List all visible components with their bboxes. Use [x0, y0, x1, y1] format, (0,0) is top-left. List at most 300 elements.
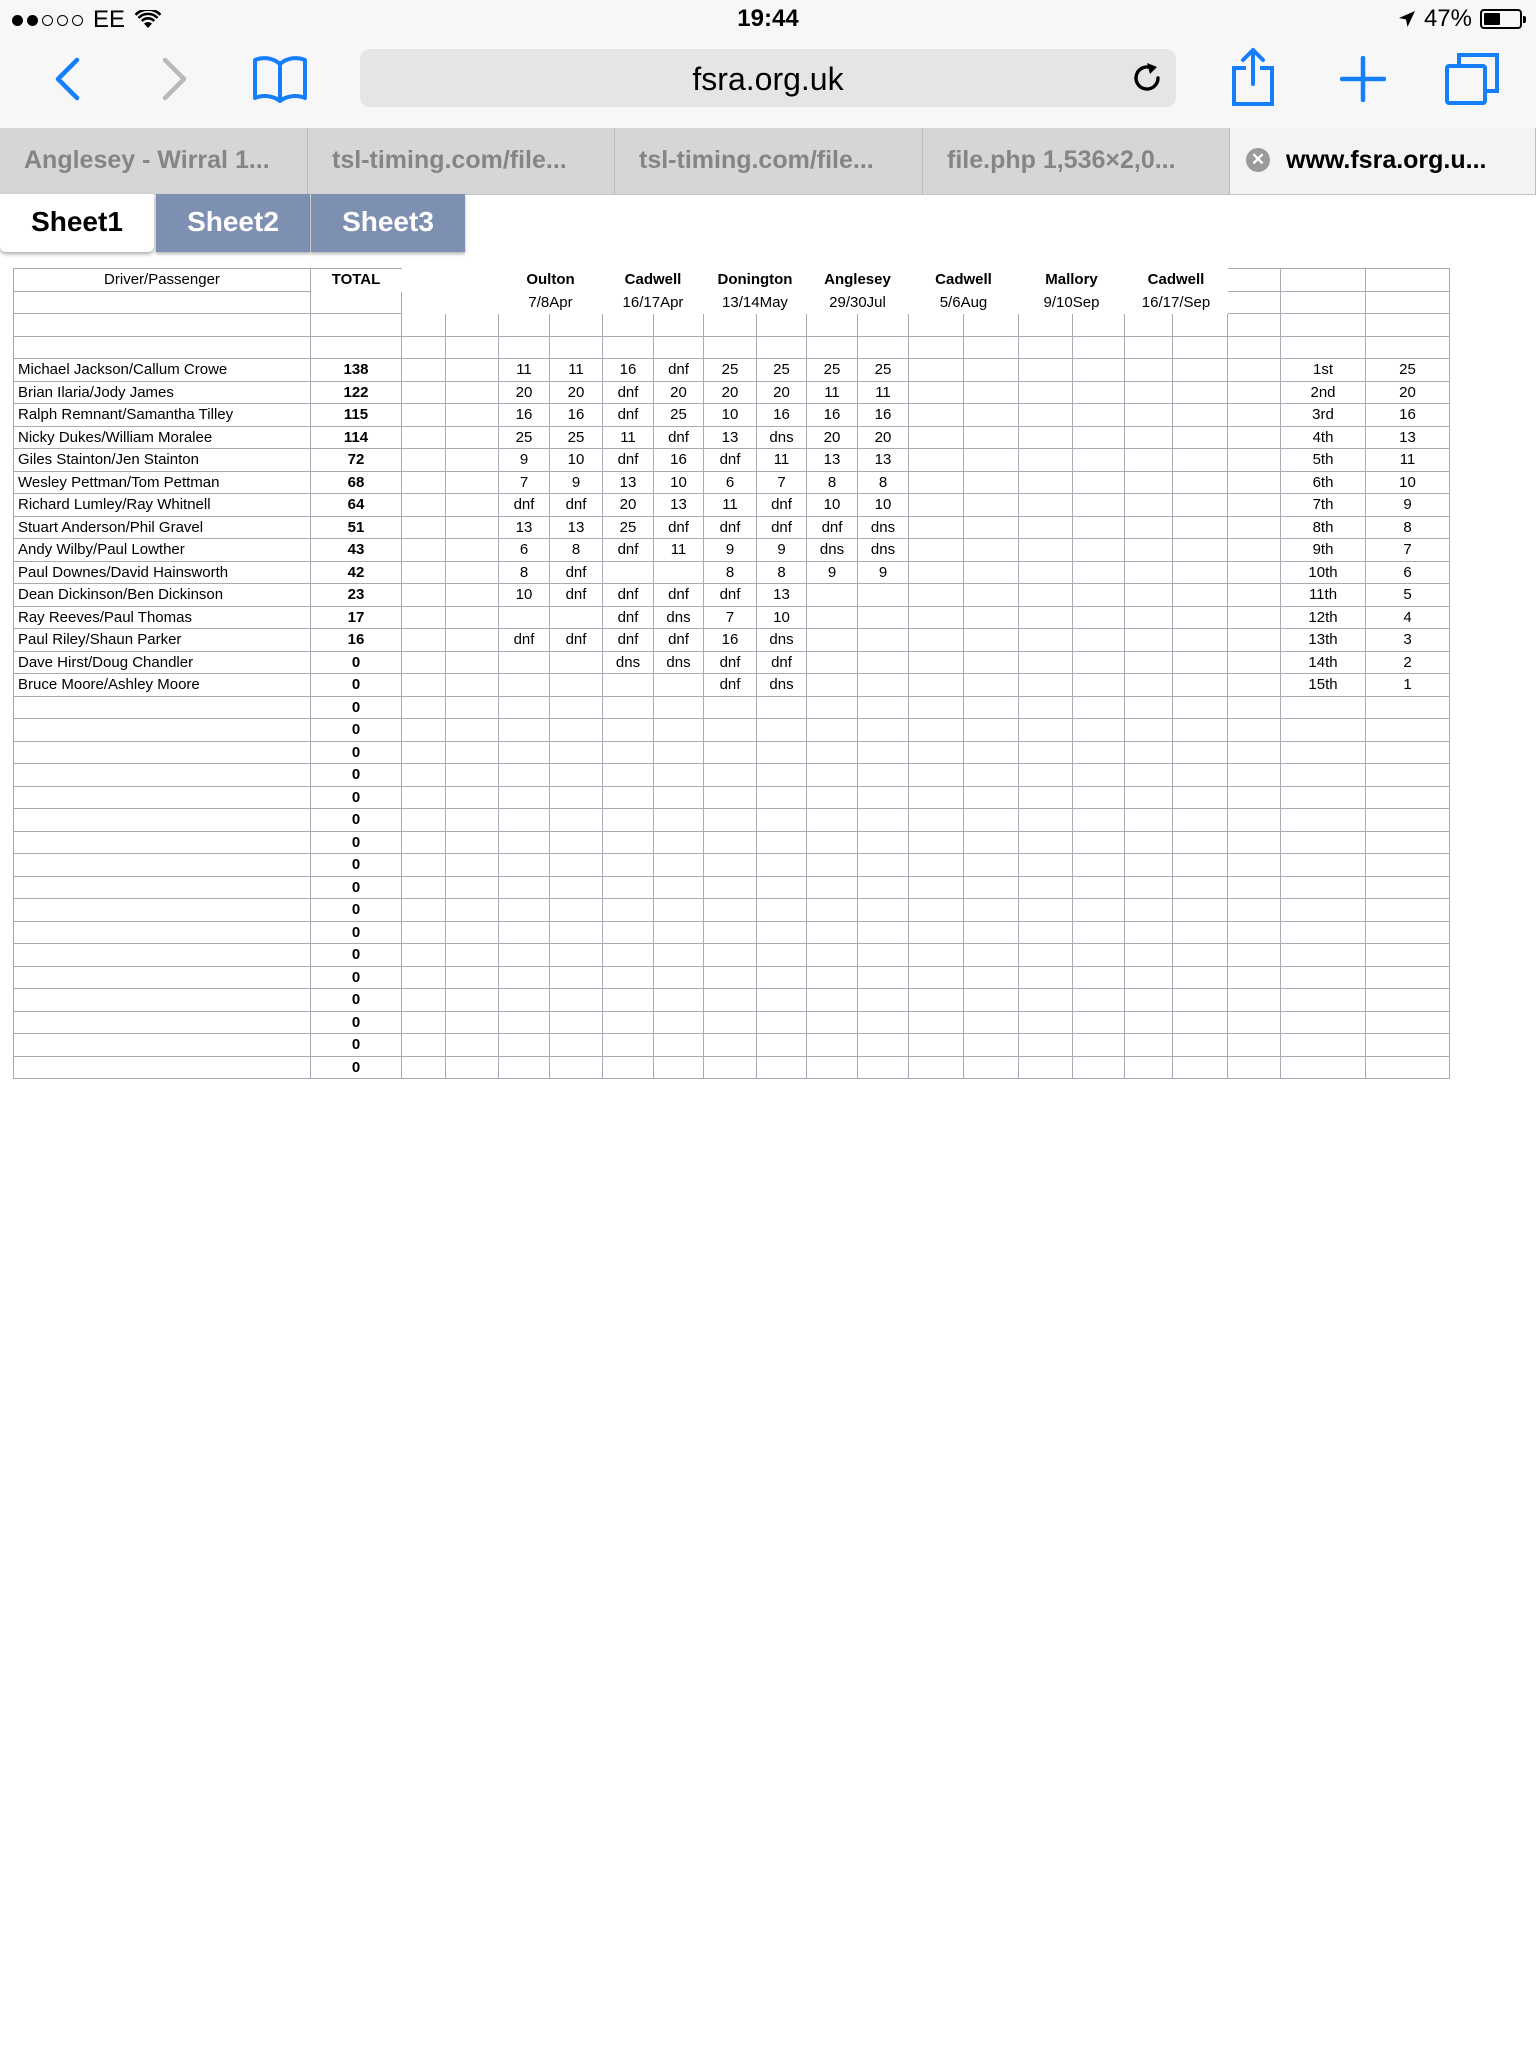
grid-cell[interactable] — [1073, 1056, 1125, 1079]
grid-cell[interactable] — [499, 944, 550, 967]
grid-cell[interactable] — [858, 314, 909, 337]
result-cell[interactable] — [964, 494, 1019, 517]
result-cell[interactable] — [1125, 629, 1173, 652]
grid-cell[interactable] — [402, 831, 446, 854]
grid-cell[interactable] — [1366, 764, 1450, 787]
position-cell[interactable]: 11th — [1281, 584, 1366, 607]
grid-cell[interactable] — [402, 314, 446, 337]
result-cell[interactable] — [1173, 539, 1228, 562]
grid-cell[interactable] — [1019, 944, 1073, 967]
grid-cell[interactable] — [858, 741, 909, 764]
result-cell[interactable] — [964, 471, 1019, 494]
grid-cell[interactable] — [1366, 696, 1450, 719]
result-cell[interactable] — [1125, 381, 1173, 404]
result-cell[interactable] — [1073, 516, 1125, 539]
result-cell[interactable]: dns — [858, 516, 909, 539]
grid-cell[interactable] — [909, 944, 964, 967]
result-cell[interactable] — [603, 561, 654, 584]
grid-cell[interactable] — [757, 1034, 807, 1057]
grid-cell[interactable] — [446, 291, 499, 314]
grid-cell[interactable] — [1228, 764, 1281, 787]
total-cell[interactable]: 42 — [311, 561, 402, 584]
grid-cell[interactable] — [1173, 786, 1228, 809]
grid-cell[interactable] — [603, 899, 654, 922]
grid-cell[interactable] — [654, 1034, 704, 1057]
result-cell[interactable]: 20 — [654, 381, 704, 404]
grid-cell[interactable] — [704, 944, 757, 967]
grid-cell[interactable] — [1019, 809, 1073, 832]
driver-name-cell[interactable] — [14, 1056, 311, 1079]
grid-cell[interactable] — [1281, 831, 1366, 854]
grid-cell[interactable] — [1125, 899, 1173, 922]
result-cell[interactable]: dnf — [807, 516, 858, 539]
grid-cell[interactable] — [704, 786, 757, 809]
grid-cell[interactable] — [757, 809, 807, 832]
round-date[interactable]: 16/17/Sep — [1141, 293, 1211, 311]
grid-cell[interactable] — [550, 1011, 603, 1034]
grid-cell[interactable] — [402, 944, 446, 967]
grid-cell[interactable] — [757, 854, 807, 877]
position-cell[interactable]: 6th — [1281, 471, 1366, 494]
result-cell[interactable]: dnf — [757, 651, 807, 674]
grid-cell[interactable] — [1366, 876, 1450, 899]
grid-cell[interactable] — [446, 921, 499, 944]
total-cell[interactable]: 0 — [311, 1011, 402, 1034]
grid-cell[interactable] — [909, 1056, 964, 1079]
grid-cell[interactable] — [1019, 786, 1073, 809]
result-cell[interactable] — [909, 449, 964, 472]
grid-cell[interactable] — [757, 1011, 807, 1034]
grid-cell[interactable] — [1019, 899, 1073, 922]
grid-cell[interactable] — [1228, 381, 1281, 404]
grid-cell[interactable] — [446, 494, 499, 517]
grid-cell[interactable] — [446, 741, 499, 764]
grid-cell[interactable] — [402, 494, 446, 517]
grid-cell[interactable] — [402, 539, 446, 562]
grid-cell[interactable] — [1228, 719, 1281, 742]
points-cell[interactable]: 16 — [1366, 404, 1450, 427]
grid-cell[interactable] — [1281, 719, 1366, 742]
grid-cell[interactable] — [446, 471, 499, 494]
grid-cell[interactable] — [1019, 1056, 1073, 1079]
result-cell[interactable]: 9 — [858, 561, 909, 584]
grid-cell[interactable] — [1228, 539, 1281, 562]
driver-name-cell[interactable]: Paul Riley/Shaun Parker — [14, 629, 311, 652]
grid-cell[interactable] — [1173, 741, 1228, 764]
forward-icon[interactable] — [160, 56, 190, 102]
result-cell[interactable]: 7 — [499, 471, 550, 494]
grid-cell[interactable] — [446, 606, 499, 629]
result-cell[interactable] — [1125, 471, 1173, 494]
round-date[interactable]: 29/30Jul — [829, 293, 886, 311]
grid-cell[interactable] — [1125, 944, 1173, 967]
result-cell[interactable] — [1125, 674, 1173, 697]
grid-cell[interactable] — [1228, 291, 1281, 314]
grid-cell[interactable] — [14, 336, 311, 359]
result-cell[interactable]: 16 — [858, 404, 909, 427]
result-cell[interactable]: dns — [654, 606, 704, 629]
result-cell[interactable] — [1019, 516, 1073, 539]
points-cell[interactable]: 1 — [1366, 674, 1450, 697]
result-cell[interactable]: 13 — [550, 516, 603, 539]
driver-name-cell[interactable] — [14, 989, 311, 1012]
round-date[interactable]: 9/10Sep — [1043, 293, 1100, 311]
result-cell[interactable] — [964, 561, 1019, 584]
grid-cell[interactable] — [964, 899, 1019, 922]
round-date[interactable]: 16/17Apr — [622, 293, 684, 311]
result-cell[interactable]: 16 — [603, 359, 654, 382]
result-cell[interactable] — [1125, 426, 1173, 449]
grid-cell[interactable] — [858, 921, 909, 944]
grid-cell[interactable] — [704, 1056, 757, 1079]
grid-cell[interactable] — [402, 584, 446, 607]
total-cell[interactable]: 23 — [311, 584, 402, 607]
grid-cell[interactable] — [807, 719, 858, 742]
round-venue[interactable]: Cadwell — [1147, 271, 1205, 289]
result-cell[interactable] — [1073, 539, 1125, 562]
sheet-tab-2[interactable]: Sheet2 — [156, 194, 310, 252]
grid-cell[interactable] — [909, 989, 964, 1012]
grid-cell[interactable] — [807, 831, 858, 854]
result-cell[interactable]: dnf — [550, 561, 603, 584]
grid-cell[interactable] — [402, 336, 446, 359]
grid-cell[interactable] — [858, 1011, 909, 1034]
grid-cell[interactable] — [603, 944, 654, 967]
grid-cell[interactable] — [1125, 921, 1173, 944]
grid-cell[interactable] — [402, 561, 446, 584]
grid-cell[interactable] — [1125, 1034, 1173, 1057]
grid-cell[interactable] — [807, 854, 858, 877]
grid-cell[interactable] — [654, 1056, 704, 1079]
result-cell[interactable]: 16 — [499, 404, 550, 427]
grid-cell[interactable] — [1173, 1011, 1228, 1034]
grid-cell[interactable] — [550, 854, 603, 877]
grid-cell[interactable] — [1173, 336, 1228, 359]
grid-cell[interactable] — [1366, 336, 1450, 359]
position-cell[interactable]: 15th — [1281, 674, 1366, 697]
grid-cell[interactable] — [402, 471, 446, 494]
total-cell[interactable]: 43 — [311, 539, 402, 562]
result-cell[interactable] — [1019, 449, 1073, 472]
driver-name-cell[interactable] — [14, 764, 311, 787]
result-cell[interactable]: 20 — [704, 381, 757, 404]
total-cell[interactable]: 51 — [311, 516, 402, 539]
result-cell[interactable] — [1173, 471, 1228, 494]
grid-cell[interactable] — [14, 291, 311, 314]
grid-cell[interactable] — [1073, 899, 1125, 922]
result-cell[interactable]: 9 — [704, 539, 757, 562]
grid-cell[interactable] — [1019, 854, 1073, 877]
grid-cell[interactable] — [1281, 291, 1366, 314]
driver-name-cell[interactable] — [14, 854, 311, 877]
points-cell[interactable]: 8 — [1366, 516, 1450, 539]
grid-cell[interactable] — [446, 966, 499, 989]
sheet-tab-1[interactable]: Sheet1 — [0, 194, 154, 252]
grid-cell[interactable] — [757, 944, 807, 967]
result-cell[interactable] — [964, 359, 1019, 382]
grid-cell[interactable] — [964, 314, 1019, 337]
grid-cell[interactable] — [1281, 876, 1366, 899]
grid-cell[interactable] — [499, 1034, 550, 1057]
grid-cell[interactable] — [858, 764, 909, 787]
grid-cell[interactable] — [402, 876, 446, 899]
total-cell[interactable]: 122 — [311, 381, 402, 404]
result-cell[interactable] — [1073, 449, 1125, 472]
grid-cell[interactable] — [757, 876, 807, 899]
grid-cell[interactable] — [446, 831, 499, 854]
grid-cell[interactable] — [807, 764, 858, 787]
result-cell[interactable]: 11 — [858, 381, 909, 404]
result-cell[interactable] — [909, 359, 964, 382]
grid-cell[interactable] — [499, 741, 550, 764]
grid-cell[interactable] — [654, 876, 704, 899]
grid-cell[interactable] — [1073, 921, 1125, 944]
result-cell[interactable] — [1073, 674, 1125, 697]
result-cell[interactable] — [1073, 359, 1125, 382]
result-cell[interactable]: dnf — [704, 584, 757, 607]
grid-cell[interactable] — [654, 966, 704, 989]
grid-cell[interactable] — [964, 764, 1019, 787]
grid-cell[interactable] — [1228, 359, 1281, 382]
total-cell[interactable]: 0 — [311, 854, 402, 877]
grid-cell[interactable] — [402, 1011, 446, 1034]
grid-cell[interactable] — [1019, 696, 1073, 719]
grid-cell[interactable] — [603, 854, 654, 877]
grid-cell[interactable] — [1073, 831, 1125, 854]
grid-cell[interactable] — [807, 921, 858, 944]
grid-cell[interactable] — [858, 696, 909, 719]
grid-cell[interactable] — [704, 336, 757, 359]
grid-cell[interactable] — [654, 989, 704, 1012]
result-cell[interactable]: dns — [654, 651, 704, 674]
position-cell[interactable]: 14th — [1281, 651, 1366, 674]
grid-cell[interactable] — [1125, 854, 1173, 877]
total-cell[interactable]: 0 — [311, 899, 402, 922]
grid-cell[interactable] — [654, 921, 704, 944]
grid-cell[interactable] — [807, 1011, 858, 1034]
total-cell[interactable]: 16 — [311, 629, 402, 652]
result-cell[interactable] — [1019, 651, 1073, 674]
driver-name-cell[interactable]: Michael Jackson/Callum Crowe — [14, 359, 311, 382]
result-cell[interactable]: dnf — [550, 629, 603, 652]
result-cell[interactable]: 25 — [704, 359, 757, 382]
grid-cell[interactable] — [402, 809, 446, 832]
grid-cell[interactable] — [402, 629, 446, 652]
total-cell[interactable]: 0 — [311, 741, 402, 764]
grid-cell[interactable] — [909, 719, 964, 742]
result-cell[interactable]: 25 — [603, 516, 654, 539]
grid-cell[interactable] — [757, 314, 807, 337]
result-cell[interactable]: 25 — [807, 359, 858, 382]
result-cell[interactable] — [1073, 651, 1125, 674]
position-cell[interactable]: 12th — [1281, 606, 1366, 629]
result-cell[interactable] — [1019, 404, 1073, 427]
grid-cell[interactable] — [1125, 696, 1173, 719]
total-cell[interactable]: 0 — [311, 921, 402, 944]
driver-name-cell[interactable]: Nicky Dukes/William Moralee — [14, 426, 311, 449]
result-cell[interactable]: 11 — [807, 381, 858, 404]
grid-cell[interactable] — [757, 696, 807, 719]
grid-cell[interactable] — [1228, 1011, 1281, 1034]
grid-cell[interactable] — [1073, 696, 1125, 719]
driver-name-cell[interactable] — [14, 831, 311, 854]
grid-cell[interactable] — [909, 314, 964, 337]
grid-cell[interactable] — [964, 786, 1019, 809]
result-cell[interactable]: dnf — [654, 584, 704, 607]
grid-cell[interactable] — [757, 719, 807, 742]
grid-cell[interactable] — [1173, 314, 1228, 337]
result-cell[interactable]: dnf — [603, 539, 654, 562]
result-cell[interactable]: dnf — [603, 606, 654, 629]
grid-cell[interactable] — [1281, 336, 1366, 359]
grid-cell[interactable] — [1281, 269, 1366, 292]
driver-name-cell[interactable]: Bruce Moore/Ashley Moore — [14, 674, 311, 697]
result-cell[interactable]: 8 — [807, 471, 858, 494]
grid-cell[interactable] — [1073, 876, 1125, 899]
grid-cell[interactable] — [402, 651, 446, 674]
grid-cell[interactable] — [704, 876, 757, 899]
grid-cell[interactable] — [446, 584, 499, 607]
grid-cell[interactable] — [550, 944, 603, 967]
grid-cell[interactable] — [603, 876, 654, 899]
result-cell[interactable]: 16 — [757, 404, 807, 427]
result-cell[interactable] — [1019, 561, 1073, 584]
driver-name-cell[interactable] — [14, 876, 311, 899]
result-cell[interactable] — [1173, 606, 1228, 629]
round-venue[interactable]: Cadwell — [624, 271, 682, 289]
grid-cell[interactable] — [909, 854, 964, 877]
result-cell[interactable]: 8 — [858, 471, 909, 494]
grid-cell[interactable] — [1366, 921, 1450, 944]
grid-cell[interactable] — [446, 381, 499, 404]
grid-cell[interactable] — [1228, 606, 1281, 629]
grid-cell[interactable] — [654, 944, 704, 967]
result-cell[interactable]: 11 — [499, 359, 550, 382]
grid-cell[interactable] — [1019, 921, 1073, 944]
grid-cell[interactable] — [1281, 809, 1366, 832]
grid-cell[interactable] — [1073, 1011, 1125, 1034]
result-cell[interactable]: 7 — [704, 606, 757, 629]
grid-cell[interactable] — [909, 921, 964, 944]
driver-name-cell[interactable]: Andy Wilby/Paul Lowther — [14, 539, 311, 562]
grid-cell[interactable] — [1173, 809, 1228, 832]
result-cell[interactable] — [1019, 539, 1073, 562]
result-cell[interactable]: 20 — [858, 426, 909, 449]
result-cell[interactable] — [1073, 606, 1125, 629]
grid-cell[interactable] — [499, 989, 550, 1012]
grid-cell[interactable] — [909, 966, 964, 989]
result-cell[interactable]: 11 — [757, 449, 807, 472]
grid-cell[interactable] — [858, 854, 909, 877]
grid-cell[interactable] — [1173, 876, 1228, 899]
browser-tab-active[interactable] — [1230, 128, 1536, 194]
grid-cell[interactable] — [499, 764, 550, 787]
grid-cell[interactable] — [1173, 966, 1228, 989]
grid-cell[interactable] — [402, 741, 446, 764]
result-cell[interactable] — [1173, 674, 1228, 697]
result-cell[interactable] — [807, 584, 858, 607]
result-cell[interactable]: 10 — [757, 606, 807, 629]
grid-cell[interactable] — [446, 539, 499, 562]
grid-cell[interactable] — [1125, 314, 1173, 337]
grid-cell[interactable] — [757, 764, 807, 787]
result-cell[interactable]: 13 — [654, 494, 704, 517]
position-cell[interactable]: 9th — [1281, 539, 1366, 562]
grid-cell[interactable] — [550, 786, 603, 809]
result-cell[interactable] — [1073, 584, 1125, 607]
driver-name-cell[interactable]: Giles Stainton/Jen Stainton — [14, 449, 311, 472]
grid-cell[interactable] — [909, 1011, 964, 1034]
back-icon[interactable] — [52, 56, 82, 102]
result-cell[interactable]: 11 — [603, 426, 654, 449]
grid-cell[interactable] — [446, 404, 499, 427]
grid-cell[interactable] — [1019, 989, 1073, 1012]
result-cell[interactable] — [1019, 381, 1073, 404]
result-cell[interactable]: 9 — [499, 449, 550, 472]
grid-cell[interactable] — [499, 809, 550, 832]
grid-cell[interactable] — [446, 876, 499, 899]
result-cell[interactable] — [807, 629, 858, 652]
driver-name-cell[interactable] — [14, 696, 311, 719]
grid-cell[interactable] — [704, 764, 757, 787]
close-tab-icon[interactable]: ✕ — [1246, 148, 1270, 172]
total-cell[interactable]: 0 — [311, 966, 402, 989]
grid-cell[interactable] — [402, 426, 446, 449]
grid-cell[interactable] — [1125, 831, 1173, 854]
grid-cell[interactable] — [402, 674, 446, 697]
result-cell[interactable]: dns — [757, 629, 807, 652]
grid-cell[interactable] — [603, 696, 654, 719]
grid-cell[interactable] — [402, 966, 446, 989]
grid-cell[interactable] — [1073, 336, 1125, 359]
result-cell[interactable] — [909, 561, 964, 584]
grid-cell[interactable] — [550, 966, 603, 989]
result-cell[interactable] — [499, 674, 550, 697]
result-cell[interactable] — [1125, 651, 1173, 674]
address-bar[interactable] — [360, 49, 1176, 107]
points-cell[interactable]: 10 — [1366, 471, 1450, 494]
grid-cell[interactable] — [704, 921, 757, 944]
grid-cell[interactable] — [964, 1056, 1019, 1079]
result-cell[interactable] — [909, 516, 964, 539]
round-venue[interactable]: Anglesey — [824, 271, 891, 289]
total-cell[interactable]: 72 — [311, 449, 402, 472]
result-cell[interactable] — [1173, 629, 1228, 652]
grid-cell[interactable] — [1125, 336, 1173, 359]
grid-cell[interactable] — [757, 921, 807, 944]
grid-cell[interactable] — [446, 674, 499, 697]
grid-cell[interactable] — [446, 764, 499, 787]
browser-tab[interactable]: tsl-timing.com/file... — [615, 128, 923, 194]
grid-cell[interactable] — [402, 381, 446, 404]
grid-cell[interactable] — [654, 336, 704, 359]
result-cell[interactable]: 6 — [704, 471, 757, 494]
result-cell[interactable]: 10 — [550, 449, 603, 472]
grid-cell[interactable] — [1019, 764, 1073, 787]
grid-cell[interactable] — [1228, 629, 1281, 652]
round-date[interactable]: 13/14May — [722, 293, 788, 311]
grid-cell[interactable] — [909, 764, 964, 787]
result-cell[interactable]: 16 — [550, 404, 603, 427]
result-cell[interactable] — [909, 404, 964, 427]
grid-cell[interactable] — [1281, 696, 1366, 719]
grid-cell[interactable] — [402, 1034, 446, 1057]
result-cell[interactable]: dnf — [654, 359, 704, 382]
driver-name-cell[interactable]: Dave Hirst/Doug Chandler — [14, 651, 311, 674]
result-cell[interactable] — [909, 629, 964, 652]
grid-cell[interactable] — [757, 336, 807, 359]
grid-cell[interactable] — [1228, 899, 1281, 922]
